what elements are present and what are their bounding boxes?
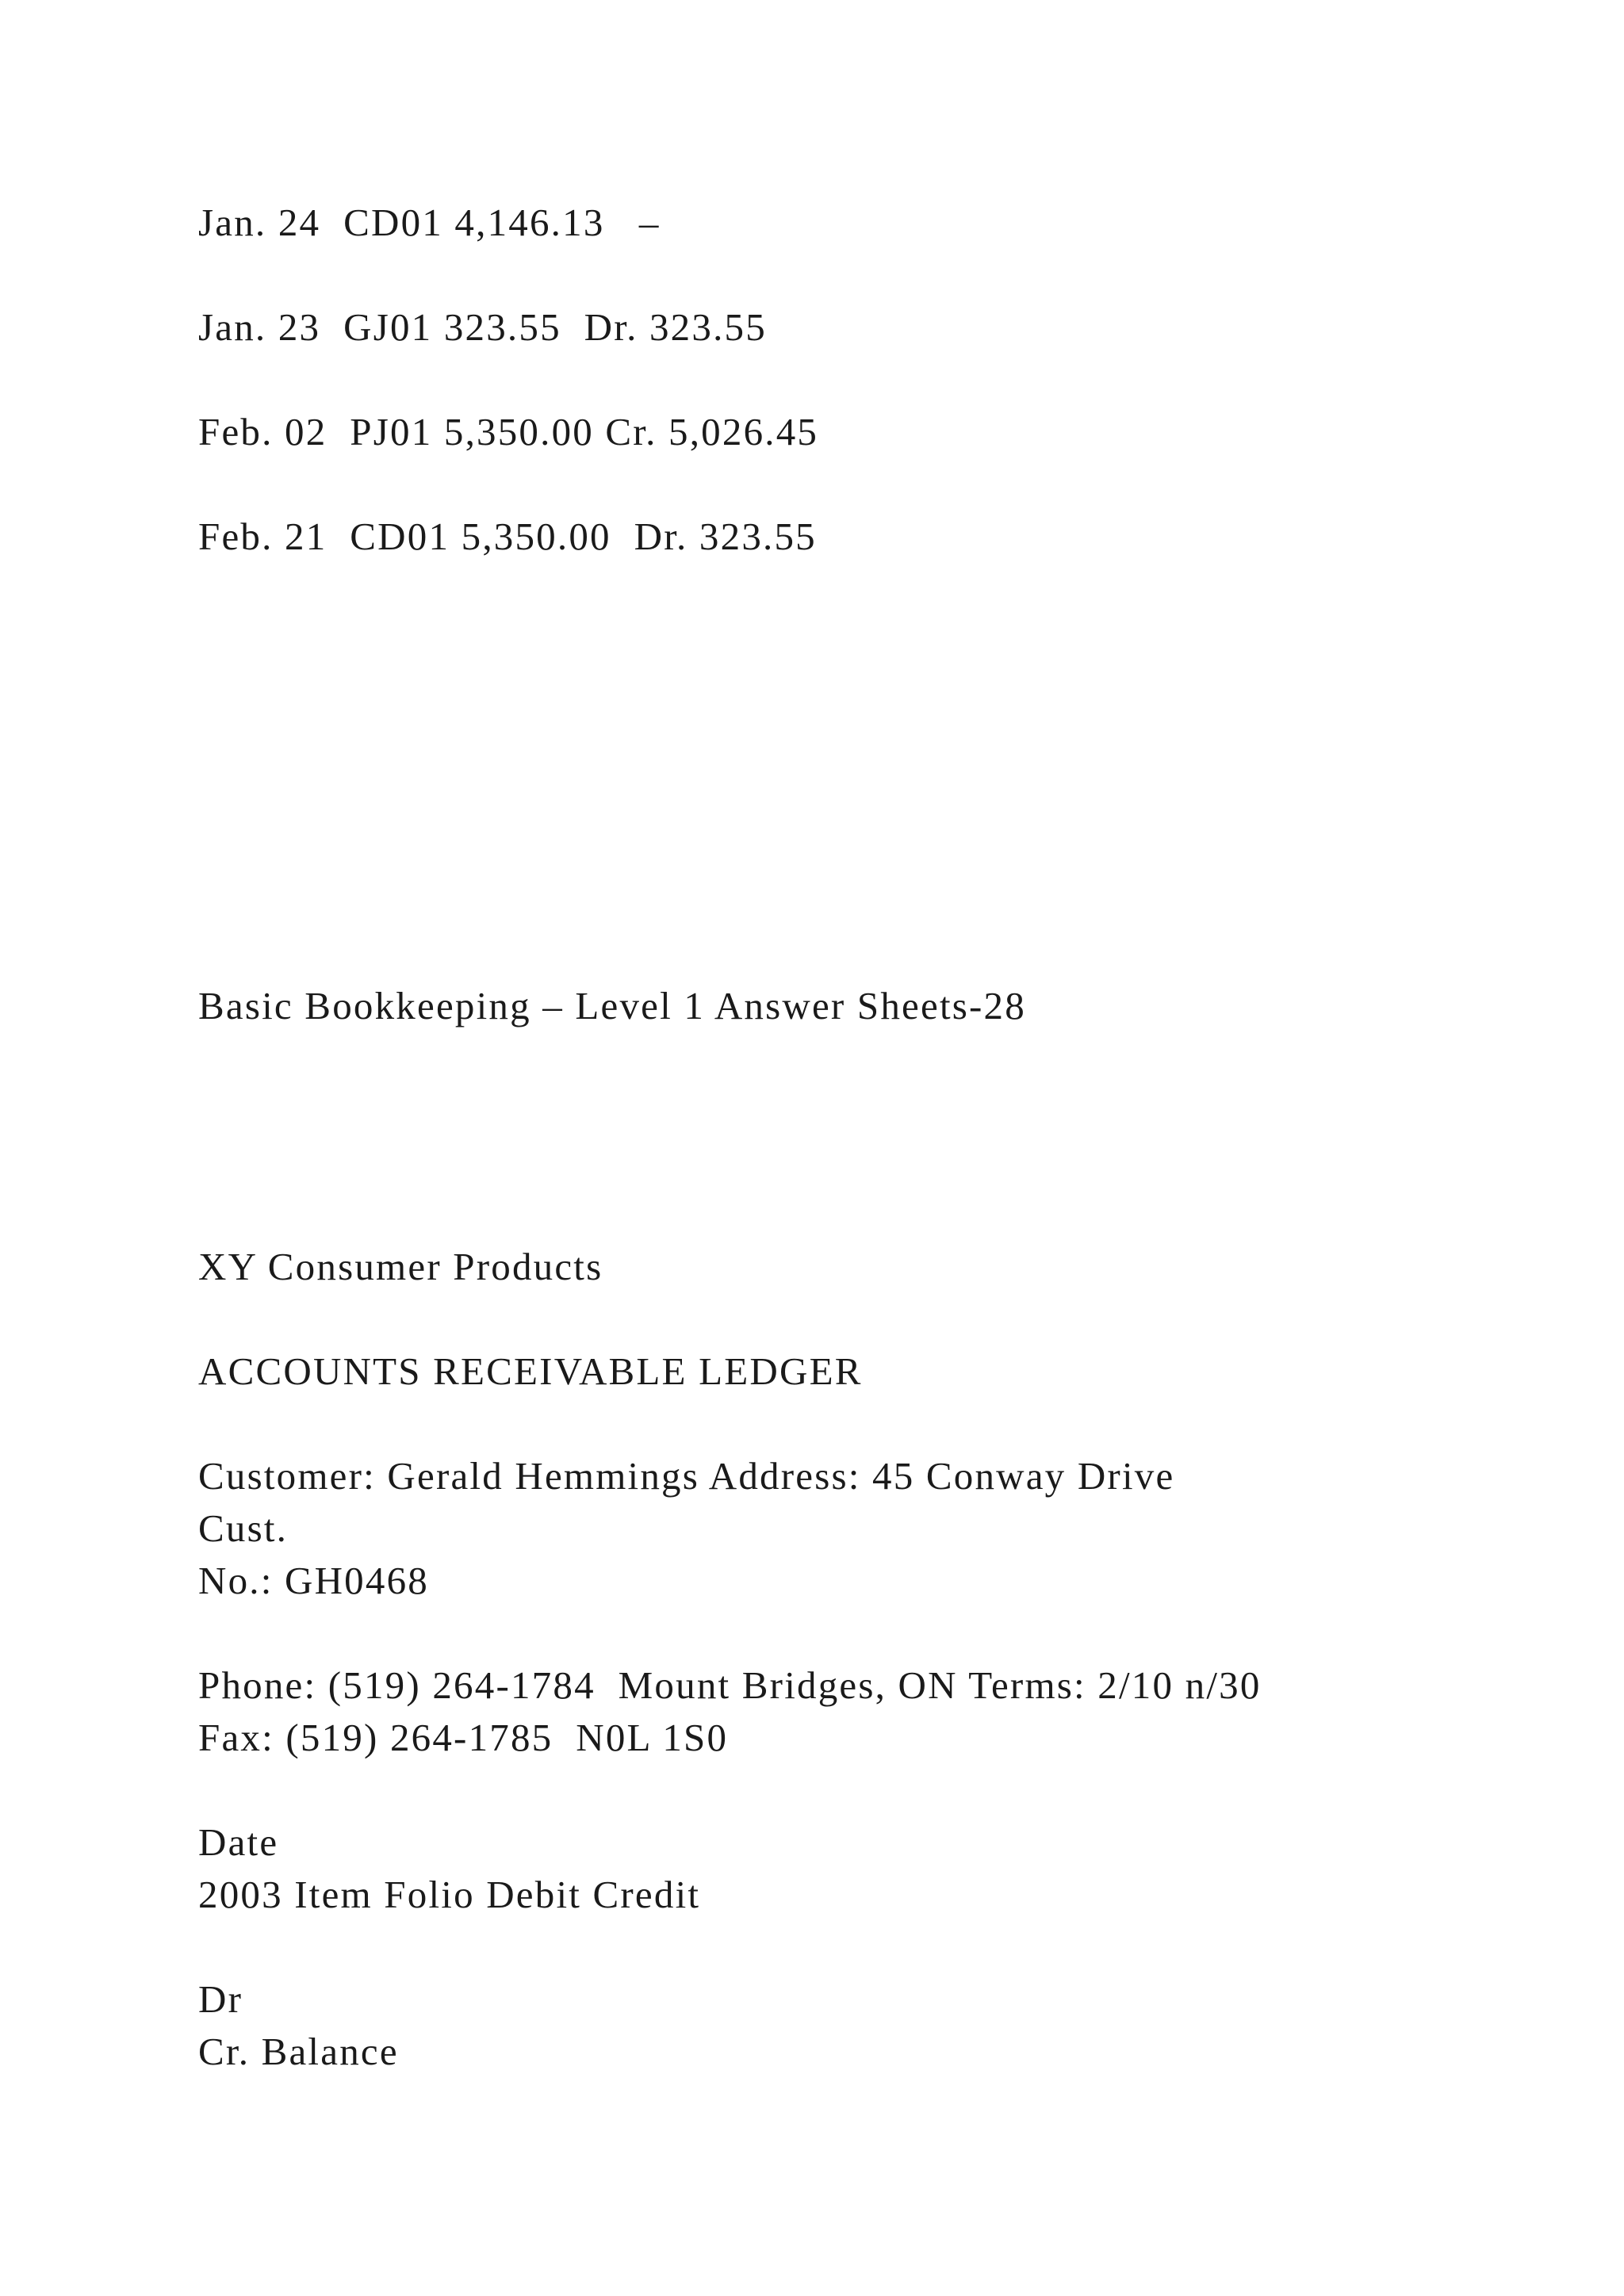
ledger-row: Feb. 21 CD01 5,350.00 Dr. 323.55 xyxy=(198,515,817,558)
customer-number-label: Cust. xyxy=(198,1506,289,1550)
ledger-row: Jan. 23 GJ01 323.55 Dr. 323.55 xyxy=(198,305,767,349)
balance-column-label: Cr. Balance xyxy=(198,2030,399,2073)
ledger-title: ACCOUNTS RECEIVABLE LEDGER xyxy=(198,1349,863,1393)
page-footer: Basic Bookkeeping – Level 1 Answer Sheets-28 xyxy=(198,984,1026,1027)
date-column-label: Date xyxy=(198,1820,279,1864)
dr-column-label: Dr xyxy=(198,1977,243,2021)
customer-line: Customer: Gerald Hemmings Address: 45 Conway Drive xyxy=(198,1454,1175,1498)
customer-number: No.: GH0468 xyxy=(198,1559,429,1602)
company-name: XY Consumer Products xyxy=(198,1245,603,1288)
column-headers: 2003 Item Folio Debit Credit xyxy=(198,1873,701,1916)
fax-line: Fax: (519) 264-1785 N0L 1S0 xyxy=(198,1716,729,1759)
phone-line: Phone: (519) 264-1784 Mount Bridges, ON Terms: 2/10 n/30 xyxy=(198,1663,1262,1707)
ledger-row: Feb. 02 PJ01 5,350.00 Cr. 5,026.45 xyxy=(198,410,819,453)
ledger-row: Jan. 24 CD01 4,146.13 – xyxy=(198,201,661,244)
